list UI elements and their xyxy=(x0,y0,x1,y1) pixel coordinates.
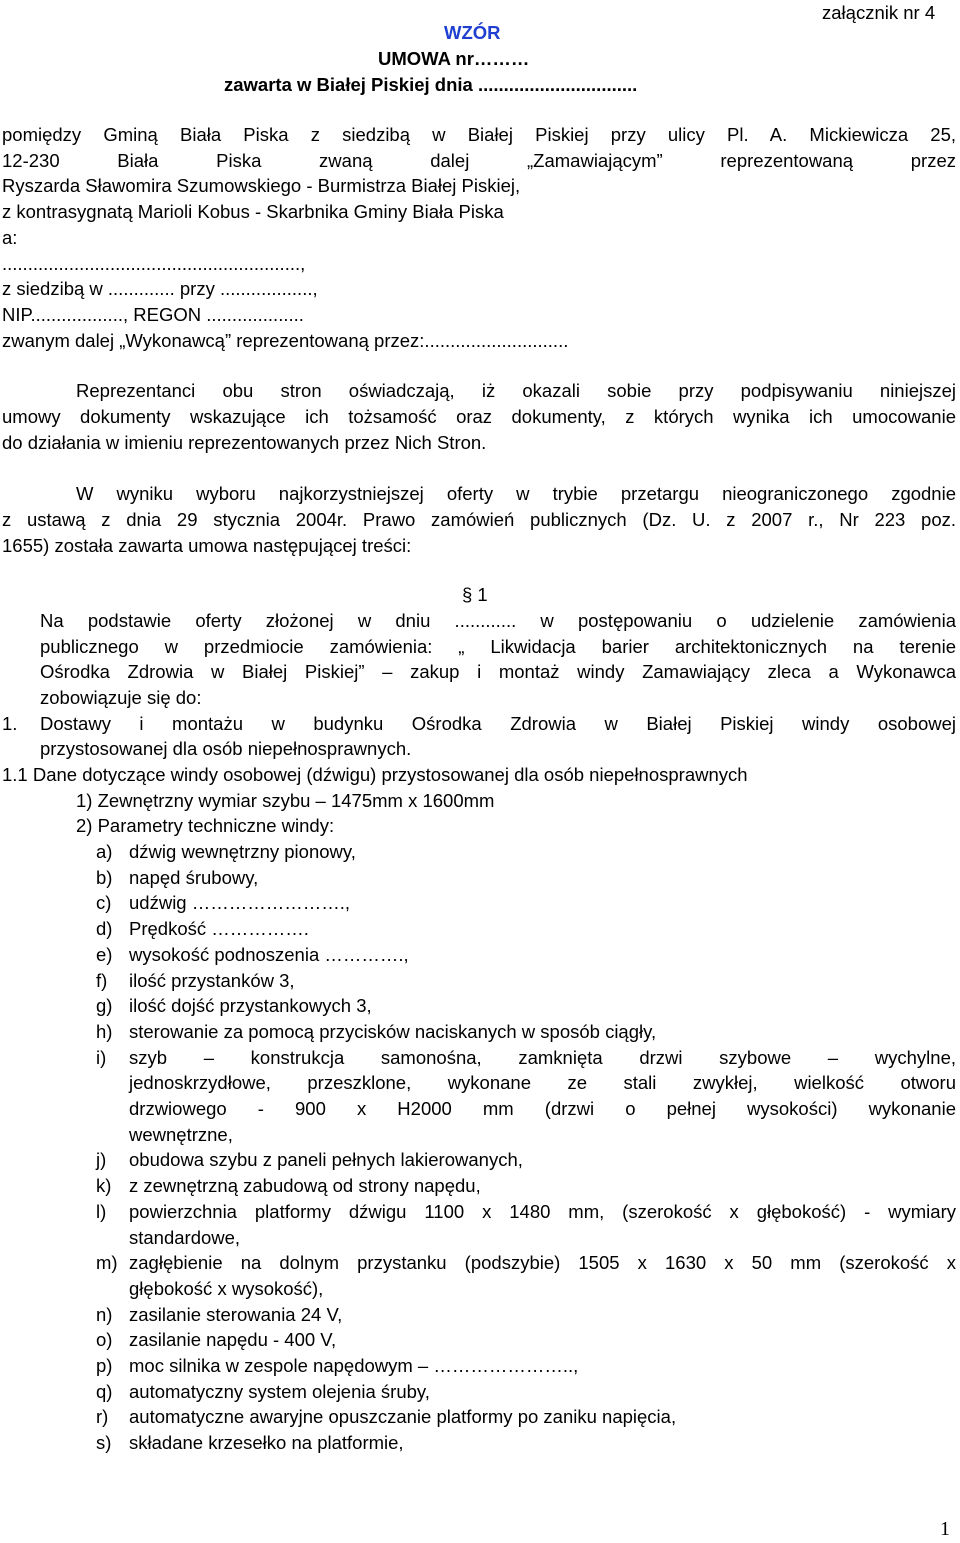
parties-line: NIP.................., REGON ................... xyxy=(2,304,304,325)
param-text: powierzchnia platformy dźwigu 1100 x 1480 mm, (szerokość x głębokość) - wymiary xyxy=(129,1200,956,1222)
parties-line: z siedzibą w ............. przy .................., xyxy=(2,278,318,299)
param-text: napęd śrubowy, xyxy=(129,866,259,888)
param-text: standardowe, xyxy=(129,1226,241,1248)
param-letter: l) xyxy=(96,1200,107,1222)
param-letter: j) xyxy=(96,1149,107,1171)
parties-line: a: xyxy=(2,227,18,248)
param-text: zasilanie sterowania 24 V, xyxy=(129,1303,343,1325)
parties-line: pomiędzy Gminą Biała Piska z siedzibą w Białej Piskiej przy ulicy Pl. A. Mickiewicza 25, xyxy=(2,124,956,145)
param-text: głębokość x wysokość), xyxy=(129,1277,324,1299)
annex-label: załącznik nr 4 xyxy=(822,2,936,23)
section-line: zobowiązuje się do: xyxy=(40,687,202,708)
item-number: 1. xyxy=(2,713,18,734)
intro-line: z ustawą z dnia 29 stycznia 2004r. Prawo zamówień publicznych (Dz. U. z 2007 r., Nr 223 poz. xyxy=(2,509,956,530)
section-line: Ośrodka Zdrowia w Białej Piskiej” – zakup i montaż windy Zamawiający zleca a Wykonawca xyxy=(40,661,956,682)
intro-line: do działania w imieniu reprezentowanych przez Nich Stron. xyxy=(2,432,487,453)
param-text: dźwig wewnętrzny pionowy, xyxy=(129,841,356,862)
parties-line: Ryszarda Sławomira Szumowskiego - Burmistrza Białej Piskiej, xyxy=(2,175,521,196)
section-line: publicznego w przedmiocie zamówienia: „ Likwidacja barier architektonicznych na terenie xyxy=(40,636,956,657)
param-letter: o) xyxy=(96,1329,113,1351)
param-letter: r) xyxy=(96,1406,109,1428)
parties-line: z kontrasygnatą Marioli Kobus - Skarbnika Gminy Biała Piska xyxy=(2,201,504,222)
param-text: wysokość podnoszenia …………., xyxy=(129,943,409,965)
param-letter: n) xyxy=(96,1303,113,1325)
param-text: z zewnętrzną zabudową od strony napędu, xyxy=(129,1175,481,1197)
intro-line: 1655) została zawarta umowa następującej treści: xyxy=(2,535,412,556)
param-letter: g) xyxy=(96,995,113,1017)
param-letter: p) xyxy=(96,1355,113,1376)
intro-line: Reprezentanci obu stron oświadczają, iż okazali sobie przy podpisywaniu niniejszej xyxy=(76,380,956,401)
contract-date-line: zawarta w Białej Piskiej dnia ............................... xyxy=(224,74,638,95)
param-text: wewnętrzne, xyxy=(129,1123,233,1145)
intro-line: W wyniku wyboru najkorzystniejszej oferty w trybie przetargu nieograniczonego zgodnie xyxy=(76,483,956,504)
param-text: zasilanie napędu - 400 V, xyxy=(129,1329,337,1351)
param-letter: q) xyxy=(96,1380,113,1402)
param-text: drzwiowego - 900 x H2000 mm (drzwi o pełnej wysokości) wykonanie xyxy=(129,1098,956,1119)
section-heading: § 1 xyxy=(462,584,488,605)
param-letter: c) xyxy=(96,892,112,914)
intro-line: umowy dokumenty wskazujące ich tożsamość oraz dokumenty, z których wynika ich umocowanie xyxy=(2,406,956,427)
subitem-shaft-size: 1) Zewnętrzny wymiar szybu – 1475mm x 1600mm xyxy=(76,790,495,811)
param-text: szyb – konstrukcja samonośna, zamknięta drzwi szybowe – wychylne, xyxy=(129,1046,956,1068)
param-text: obudowa szybu z paneli pełnych lakierowanych, xyxy=(129,1149,523,1171)
param-text: ilość dojść przystankowych 3, xyxy=(129,995,372,1017)
param-letter: a) xyxy=(96,841,113,862)
param-text: udźwig ……………………., xyxy=(129,892,351,914)
param-letter: k) xyxy=(96,1175,112,1197)
param-text: sterowanie za pomocą przycisków naciskanych w sposób ciągły, xyxy=(129,1020,657,1042)
param-text: automatyczny system olejenia śruby, xyxy=(129,1380,430,1402)
contract-title: UMOWA nr……… xyxy=(378,48,530,69)
section-line: Na podstawie oferty złożonej w dniu ............ w postępowaniu o udzielenie zamówienia xyxy=(40,610,956,631)
param-letter: h) xyxy=(96,1020,113,1042)
item-line: Dostawy i montażu w budynku Ośrodka Zdrowia w Białej Piskiej windy osobowej xyxy=(40,713,956,734)
param-letter: e) xyxy=(96,943,113,965)
subitem-heading: 1.1 Dane dotyczące windy osobowej (dźwigu) przystosowanej dla osób niepełnosprawnych xyxy=(2,764,748,785)
param-text: składane krzesełko na platformie, xyxy=(129,1432,404,1454)
param-text: ilość przystanków 3, xyxy=(129,969,295,991)
parties-line: 12-230 Biała Piska zwaną dalej „Zamawiającym” reprezentowaną przez xyxy=(2,150,956,171)
param-letter: d) xyxy=(96,918,113,940)
param-text: zagłębienie na dolnym przystanku (podszybie) 1505 x 1630 x 50 mm (szerokość x xyxy=(129,1252,956,1274)
param-letter: s) xyxy=(96,1432,112,1454)
param-letter: f) xyxy=(96,969,108,991)
param-text: Prędkość ……………. xyxy=(129,918,309,940)
item-line: przystosowanej dla osób niepełnosprawnych. xyxy=(40,738,412,759)
param-letter: b) xyxy=(96,866,113,888)
param-letter: m) xyxy=(96,1252,118,1274)
parties-line: zwanym dalej „Wykonawcą” reprezentowaną przez:............................ xyxy=(2,330,569,351)
template-label: WZÓR xyxy=(444,22,501,43)
parties-line: .........................................................., xyxy=(2,253,306,274)
subitem-parameters: 2) Parametry techniczne windy: xyxy=(76,815,335,836)
param-text: automatyczne awaryjne opuszczanie platformy po zaniku napięcia, xyxy=(129,1406,677,1428)
page-number: 1 xyxy=(940,1518,950,1540)
param-letter: i) xyxy=(96,1046,107,1068)
param-text: jednoskrzydłowe, przeszklone, wykonane ze stali zwykłej, wielkość otworu xyxy=(129,1072,956,1094)
param-text: moc silnika w zespole napędowym – ………………….., xyxy=(129,1355,579,1376)
